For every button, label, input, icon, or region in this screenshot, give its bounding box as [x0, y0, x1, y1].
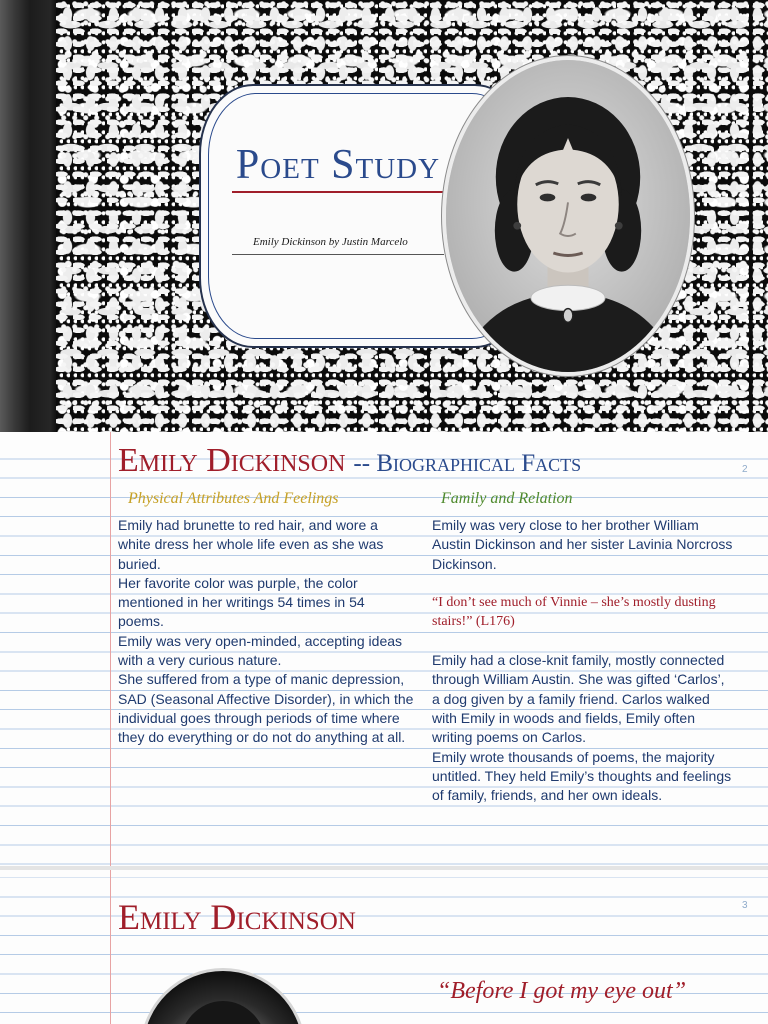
- poem-quote: “Before I got my eye out”: [437, 978, 687, 1004]
- page-number: 3: [742, 900, 748, 911]
- paragraph: Emily had brunette to red hair, and wore a white dress her whole life even as she was buried.: [118, 517, 384, 572]
- portrait-image: [442, 56, 694, 376]
- margin-line: [110, 870, 111, 1024]
- quote-slide: [0, 870, 768, 1024]
- letter-quote: “I don’t see much of Vinnie – she’s mostly dusting stairs!” (L176): [432, 595, 716, 630]
- slide-title: Emily Dickinson: [118, 897, 356, 937]
- paragraph: Her favorite color was purple, the color mentioned in her writings 54 times in 54 poems.: [118, 574, 365, 630]
- paragraph: Emily had a close-knit family, mostly connected through William Austin. She was gifted ‘Carlos’, a dog given by a family friend. Carlos walked with Emily in woods and fields, Emily often writing poems on Carlos.: [432, 652, 725, 746]
- subtitle-underline: [232, 254, 444, 255]
- notebook-binding: [0, 0, 56, 432]
- paragraph: Emily wrote thousands of poems, the majority untitled. They held Emily’s thoughts and feelings of family, friends, and her own ideals.: [432, 748, 732, 804]
- physical-attributes-heading: Physical Attributes And Feelings: [128, 490, 339, 507]
- cover-slide: [0, 0, 768, 432]
- family-relation-column: [432, 516, 734, 805]
- page-number: 2: [742, 464, 748, 475]
- physical-attributes-column: [118, 516, 414, 748]
- slide-title-name: Emily Dickinson: [118, 442, 346, 479]
- cover-title: Poet Study: [235, 142, 441, 188]
- slide-title: [118, 442, 581, 480]
- family-relation-heading: Family and Relation: [441, 490, 573, 507]
- paragraph: She suffered from a type of manic depression, SAD (Seasonal Affective Disorder), in which the individual goes through periods of time where they do everything or do not do anything at all.: [118, 671, 414, 746]
- cover-subtitle: Emily Dickinson by Justin Marcelo: [253, 236, 408, 248]
- margin-line: [110, 432, 111, 866]
- paragraph: Emily was very open-minded, accepting ideas with a very curious nature.: [118, 632, 403, 669]
- slide-title-suffix: -- Biographical Facts: [353, 450, 582, 477]
- biographical-facts-slide: [0, 432, 768, 866]
- portrait-image: [140, 968, 306, 1024]
- title-underline: [232, 191, 444, 193]
- paragraph: Emily was very close to her brother William Austin Dickinson and her sister Lavinia Norcross Dickinson.: [432, 517, 733, 572]
